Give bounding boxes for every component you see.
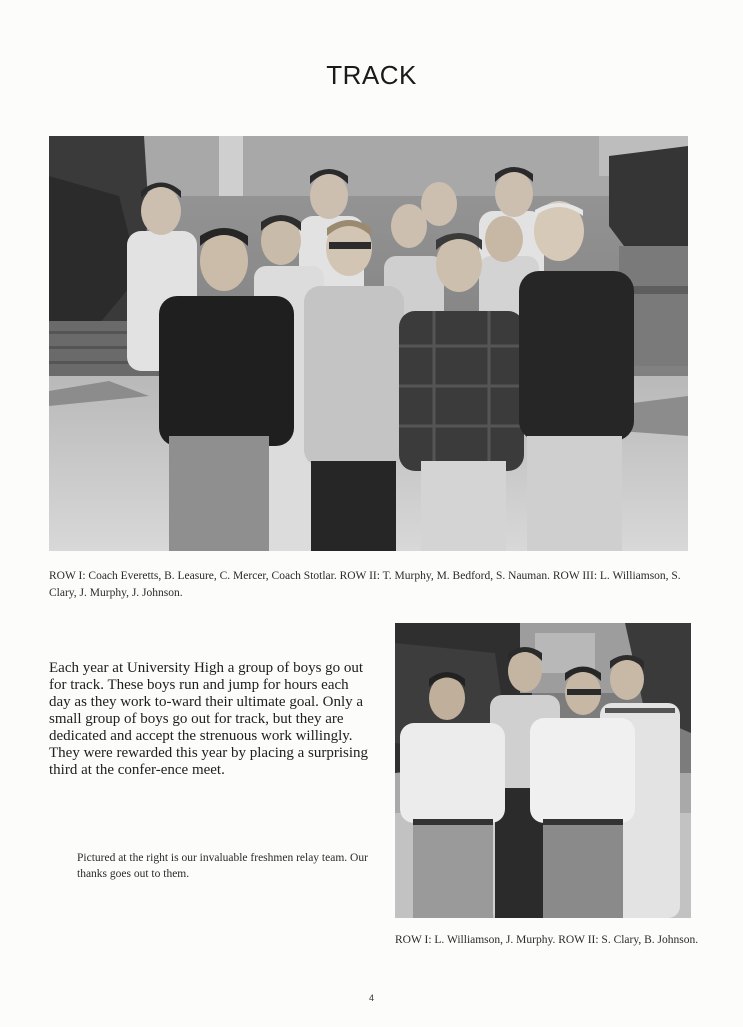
- relay-photo-caption: ROW I: L. Williamson, J. Murphy. ROW II: S. Clary, B. Johnson.: [395, 934, 699, 946]
- team-photo-caption: ROW I: Coach Everetts, B. Leasure, C. Mercer, Coach Stotlar. ROW II: T. Murphy, M. Bedford, S. Nauman. ROW III: L. Williamson, S. Clary, J. Murphy, J. Johnson.: [49, 570, 681, 599]
- team-photo-image: [49, 136, 688, 551]
- relay-team-note: Pictured at the right is our invaluable freshmen relay team. Our thanks goes out to them.: [77, 852, 368, 880]
- page-number: 4: [368, 993, 374, 1003]
- relay-team-photo: [395, 623, 691, 918]
- relay-team-photo-image: [395, 623, 691, 918]
- team-photo: [49, 136, 688, 551]
- page-title: TRACK: [326, 60, 417, 90]
- article-body: Each year at University High a group of boys go out for track. These boys run and jump for hours each day as they work to-ward their ultimate goal. Only a small group of boys go out for track, but they are dedicated and accept the strenuous work willingly. They were rewarded this year by placing a surprising third at the confer-ence meet.: [49, 660, 369, 778]
